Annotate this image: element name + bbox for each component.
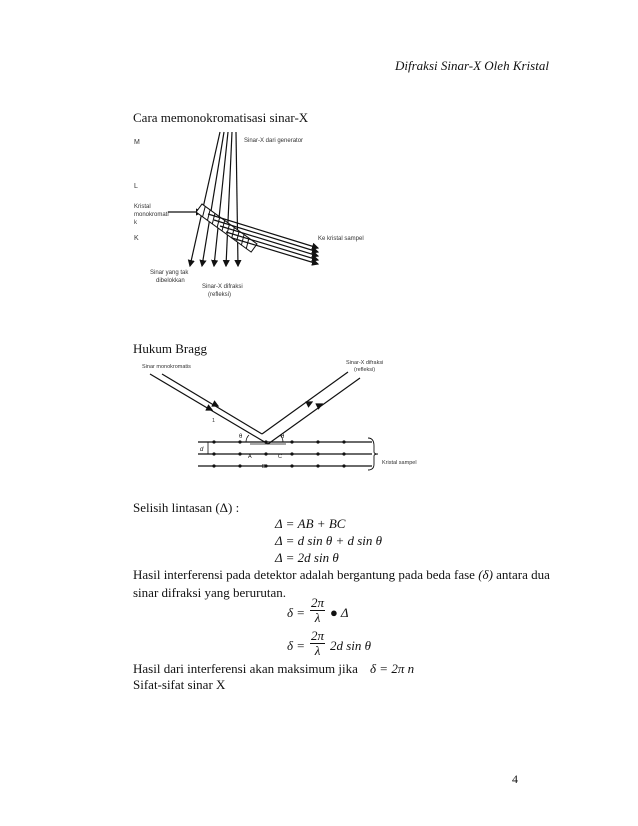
theta-left: θ — [239, 434, 243, 440]
point-b: B — [262, 464, 266, 470]
formula-1-fraction — [310, 596, 325, 625]
formula-2-fraction — [310, 629, 325, 658]
label-difraksi-2: (refleksi) — [354, 367, 376, 373]
properties-title: Sifat-sifat sinar X — [133, 677, 226, 692]
interference-text-line1 — [133, 567, 550, 583]
monochromator-figure — [128, 128, 388, 308]
label-mono: Sinar monokromatis — [142, 364, 191, 370]
label-ke-sampel: Ke kristal sampel — [318, 236, 364, 242]
maximum-condition-formula: δ = 2π n — [370, 661, 415, 676]
equation-1: Δ = AB + BC — [275, 516, 346, 531]
path-difference-label: Selisih lintasan (Δ) : — [133, 500, 240, 515]
formula-2-rhs: 2d sin θ — [330, 638, 372, 653]
page-number: 4 — [512, 772, 518, 786]
equation-2: Δ = d sin θ + d sin θ — [275, 533, 383, 548]
incoming-beam — [150, 374, 268, 444]
crystal-planes — [198, 442, 372, 466]
label-k: K — [134, 235, 139, 242]
label-tak-2: dibelokkan — [156, 278, 185, 284]
spacing-d: d — [200, 447, 204, 453]
theta-right: θ — [281, 434, 285, 440]
outgoing-beam — [262, 372, 360, 444]
section-title-monochromatization: Cara memonokromatisasi sinar-X — [133, 110, 309, 125]
formula-2-numerator: 2π — [311, 628, 325, 643]
formula-2-lhs: δ = — [287, 638, 306, 653]
label-difraksi-1: Sinar-X difraksi — [202, 284, 243, 290]
interference-text-line2: sinar difraksi yang berurutan. — [133, 585, 287, 600]
formula-1-rhs: ● Δ — [330, 605, 349, 620]
label-kristal-2: monokromati — [134, 212, 169, 218]
formula-2-denominator: λ — [314, 643, 321, 658]
label-m: M — [134, 139, 140, 146]
formula-1-numerator: 2π — [311, 595, 325, 610]
label-kristal-1: Kristal — [134, 204, 151, 210]
label-tak-1: Sinar yang tak — [150, 270, 189, 276]
equation-3: Δ = 2d sin θ — [275, 550, 339, 565]
maximum-condition-text: Hasil dari interferensi akan maksimum jika — [133, 661, 358, 676]
incoming-rays — [190, 132, 238, 266]
point-c: C — [278, 454, 282, 460]
interference-text-b: antara dua — [496, 567, 550, 582]
bragg-figure — [128, 358, 428, 480]
phase-symbol: (δ) — [478, 567, 493, 582]
formula-1-denominator: λ — [314, 610, 321, 625]
running-header: Difraksi Sinar-X Oleh Kristal — [395, 58, 549, 73]
formula-1-lhs: δ = — [287, 605, 306, 620]
interference-text-a: Hasil interferensi pada detektor adalah bergantung pada beda fase — [133, 567, 475, 582]
label-difraksi-1: Sinar-X difraksi — [346, 360, 384, 366]
label-l: L — [134, 183, 138, 190]
section-title-bragg: Hukum Bragg — [133, 341, 208, 356]
label-difraksi-2: (refleksi) — [208, 292, 232, 298]
label-kristal-3: k — [134, 220, 137, 226]
label-generator: Sinar-X dari generator — [244, 138, 304, 144]
point-a: A — [248, 454, 252, 460]
label-kristal-sampel: Kristal sampel — [382, 460, 417, 466]
ray-label-1: 1 — [212, 418, 216, 424]
